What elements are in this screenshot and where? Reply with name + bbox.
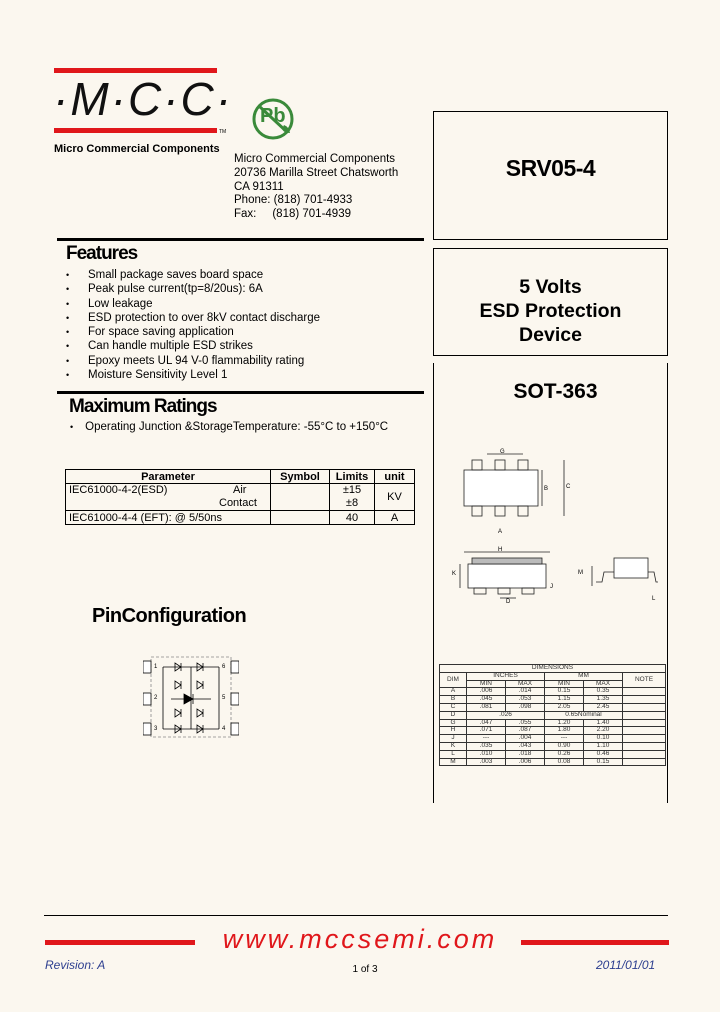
- list-item: • Low leakage: [64, 297, 320, 311]
- limit-air: ±15: [342, 484, 362, 496]
- address-line: Phone: (818) 701-4933: [234, 194, 353, 207]
- table-header-row: [66, 470, 415, 484]
- dim-label: H: [498, 547, 503, 553]
- list-item: • Small package saves board space: [64, 268, 320, 282]
- website-link[interactable]: www.mccsemi.com: [222, 924, 498, 954]
- pin-config-heading: PinConfiguration: [92, 605, 247, 627]
- table-row: [440, 703, 666, 711]
- address-line: CA 91311: [234, 180, 284, 193]
- cell-unit: A: [375, 511, 415, 525]
- table-cell: .043: [506, 742, 545, 750]
- footer-right-bar: [521, 940, 669, 945]
- footer-left-bar: [45, 940, 195, 945]
- table-cell: 0.26: [545, 750, 584, 758]
- table-cell: A: [440, 688, 467, 696]
- table-cell: 0.46: [584, 750, 623, 758]
- col-symbol: Symbol: [271, 470, 330, 484]
- table-cell: [623, 742, 666, 750]
- cell-limits: [330, 484, 375, 511]
- col-unit: unit: [375, 470, 415, 484]
- table-row: [440, 742, 666, 750]
- pin-label: 1: [154, 664, 158, 670]
- param-air: Air: [233, 484, 247, 496]
- limit-contact: ±8: [345, 497, 359, 509]
- table-row: [440, 735, 666, 743]
- table-row: [440, 719, 666, 727]
- table-cell: .045: [467, 696, 506, 704]
- table-cell: .010: [467, 750, 506, 758]
- dim-label: A: [498, 529, 503, 535]
- table-cell: .004: [506, 735, 545, 743]
- pb-label: Pb: [260, 105, 286, 127]
- table-row: [66, 511, 415, 525]
- table-row: [66, 484, 415, 511]
- features-heading: Features: [66, 243, 138, 264]
- dimensions-table: [439, 664, 666, 766]
- table-row: [440, 711, 666, 719]
- table-cell: 1.10: [584, 742, 623, 750]
- col-max: MAX: [584, 680, 623, 688]
- table-cell: [623, 696, 666, 704]
- col-min: MIN: [467, 680, 506, 688]
- col-inches: INCHES: [467, 672, 545, 680]
- cell-symbol: [271, 484, 330, 511]
- table-row: [440, 727, 666, 735]
- pb-free-icon: [250, 97, 296, 141]
- pin-label: 6: [222, 664, 226, 670]
- list-item: • Epoxy meets UL 94 V-0 flammability rating: [64, 354, 320, 368]
- table-cell: .087: [506, 727, 545, 735]
- table-cell: 1.80: [545, 727, 584, 735]
- table-cell: 1.40: [584, 719, 623, 727]
- table-cell: K: [440, 742, 467, 750]
- package-outline-drawing: [446, 446, 658, 610]
- features-rule: [57, 238, 424, 241]
- table-cell: 0.15: [584, 758, 623, 766]
- dim-label: J: [550, 584, 553, 590]
- table-row: [440, 750, 666, 758]
- table-cell: .053: [506, 696, 545, 704]
- table-cell: 1.35: [584, 696, 623, 704]
- list-item: • For space saving application: [64, 325, 320, 339]
- param-contact: Contact: [219, 497, 257, 509]
- description-line: Device: [519, 324, 582, 346]
- ratings-note-text: Operating Junction &StorageTemperature: -55°C to +150°C: [85, 421, 389, 433]
- trademark-mark: TM: [219, 129, 227, 135]
- table-cell: 0.15: [545, 688, 584, 696]
- dims-title: DIMENSIONS: [440, 665, 666, 673]
- table-cell: [623, 703, 666, 711]
- col-limits: Limits: [330, 470, 375, 484]
- table-cell: B: [440, 696, 467, 704]
- table-cell: 1.15: [545, 696, 584, 704]
- mcc-logo: ·M·C·C·: [53, 73, 234, 125]
- table-cell: L: [440, 750, 467, 758]
- table-cell: G: [440, 719, 467, 727]
- col-min: MIN: [545, 680, 584, 688]
- table-header-row: [440, 665, 666, 673]
- table-cell: .055: [506, 719, 545, 727]
- table-cell: .006: [506, 758, 545, 766]
- table-cell: .081: [467, 703, 506, 711]
- address-line: Fax: (818) 701-4939: [234, 208, 351, 221]
- revision: Revision: A: [45, 958, 106, 972]
- dim-label: G: [500, 449, 505, 455]
- table-cell: 0.90: [545, 742, 584, 750]
- col-mm: MM: [545, 672, 623, 680]
- package-title: SOT-363: [513, 380, 598, 403]
- table-cell: [623, 688, 666, 696]
- cell-parameter: [66, 484, 271, 511]
- part-number-box: [433, 111, 668, 240]
- table-cell: 1.20: [545, 719, 584, 727]
- table-cell: 0.65Nominal: [545, 711, 623, 719]
- table-cell: [623, 735, 666, 743]
- address-line: Micro Commercial Components: [234, 153, 396, 165]
- table-header-row: [440, 672, 666, 680]
- table-cell: M: [440, 758, 467, 766]
- table-cell: 2.20: [584, 727, 623, 735]
- cell-symbol: [271, 511, 330, 525]
- table-cell: .014: [506, 688, 545, 696]
- table-row: [440, 688, 666, 696]
- table-cell: .035: [467, 742, 506, 750]
- pin-label: 3: [154, 726, 158, 732]
- dim-label: L: [652, 596, 656, 602]
- table-cell: .071: [467, 727, 506, 735]
- list-item: • Can handle multiple ESD strikes: [64, 339, 320, 353]
- table-cell: ---: [545, 735, 584, 743]
- table-row: [440, 696, 666, 704]
- dim-label: C: [566, 484, 571, 490]
- dim-label: D: [506, 599, 511, 605]
- col-max: MAX: [506, 680, 545, 688]
- param-name: IEC61000-4-2(ESD): [69, 484, 168, 496]
- table-cell: 0.35: [584, 688, 623, 696]
- table-cell: D: [440, 711, 467, 719]
- part-number: SRV05-4: [505, 155, 596, 181]
- list-item: • Moisture Sensitivity Level 1: [64, 368, 320, 382]
- table-cell: [623, 750, 666, 758]
- dims-body: [440, 688, 666, 766]
- address-line: 20736 Marilla Street Chatsworth: [234, 166, 399, 179]
- table-cell: .047: [467, 719, 506, 727]
- col-note: NOTE: [623, 672, 666, 688]
- ratings-rule: [57, 391, 424, 394]
- description-line: 5 Volts: [519, 276, 582, 298]
- table-cell: 0.08: [545, 758, 584, 766]
- table-cell: .026: [467, 711, 545, 719]
- table-cell: C: [440, 703, 467, 711]
- table-cell: H: [440, 727, 467, 735]
- table-cell: .018: [506, 750, 545, 758]
- footer-rule: [44, 915, 668, 916]
- ratings-table: [65, 469, 415, 525]
- table-cell: [623, 758, 666, 766]
- pin-label: 2: [154, 695, 158, 701]
- company-address: [234, 153, 398, 222]
- col-dim: DIM: [440, 672, 467, 688]
- page-number: 1 of 3: [352, 964, 378, 975]
- table-cell: J: [440, 735, 467, 743]
- col-parameter: Parameter: [66, 470, 271, 484]
- table-cell: [623, 727, 666, 735]
- table-cell: 0.10: [584, 735, 623, 743]
- ratings-note: [70, 421, 388, 433]
- table-cell: 2.05: [545, 703, 584, 711]
- table-cell: ---: [467, 735, 506, 743]
- logo-bottom-bar: [54, 128, 217, 133]
- table-cell: .098: [506, 703, 545, 711]
- pin-label: 5: [222, 695, 226, 701]
- revision-date: 2011/01/01: [596, 958, 656, 972]
- cell-parameter: IEC61000-4-4 (EFT): @ 5/50ns: [66, 511, 271, 525]
- table-cell: [623, 719, 666, 727]
- table-cell: .003: [467, 758, 506, 766]
- table-row: [440, 758, 666, 766]
- pin-config-diagram: [143, 649, 239, 745]
- cell-limits: 40: [330, 511, 375, 525]
- table-cell: [623, 711, 666, 719]
- description-box: [433, 248, 668, 356]
- features-list: [64, 268, 320, 382]
- description-line: ESD Protection: [479, 300, 622, 322]
- dim-label: B: [544, 486, 549, 492]
- cell-unit: KV: [375, 484, 415, 511]
- dim-label: M: [578, 570, 583, 576]
- bullet: •: [70, 422, 74, 432]
- list-item: • ESD protection to over 8kV contact discharge: [64, 311, 320, 325]
- ratings-heading: Maximum Ratings: [69, 396, 217, 417]
- dim-label: K: [452, 571, 457, 577]
- list-item: • Peak pulse current(tp=8/20us): 6A: [64, 282, 320, 296]
- table-cell: 2.45: [584, 703, 623, 711]
- pin-label: 4: [222, 726, 226, 732]
- table-cell: .006: [467, 688, 506, 696]
- company-name: Micro Commercial Components: [54, 143, 220, 155]
